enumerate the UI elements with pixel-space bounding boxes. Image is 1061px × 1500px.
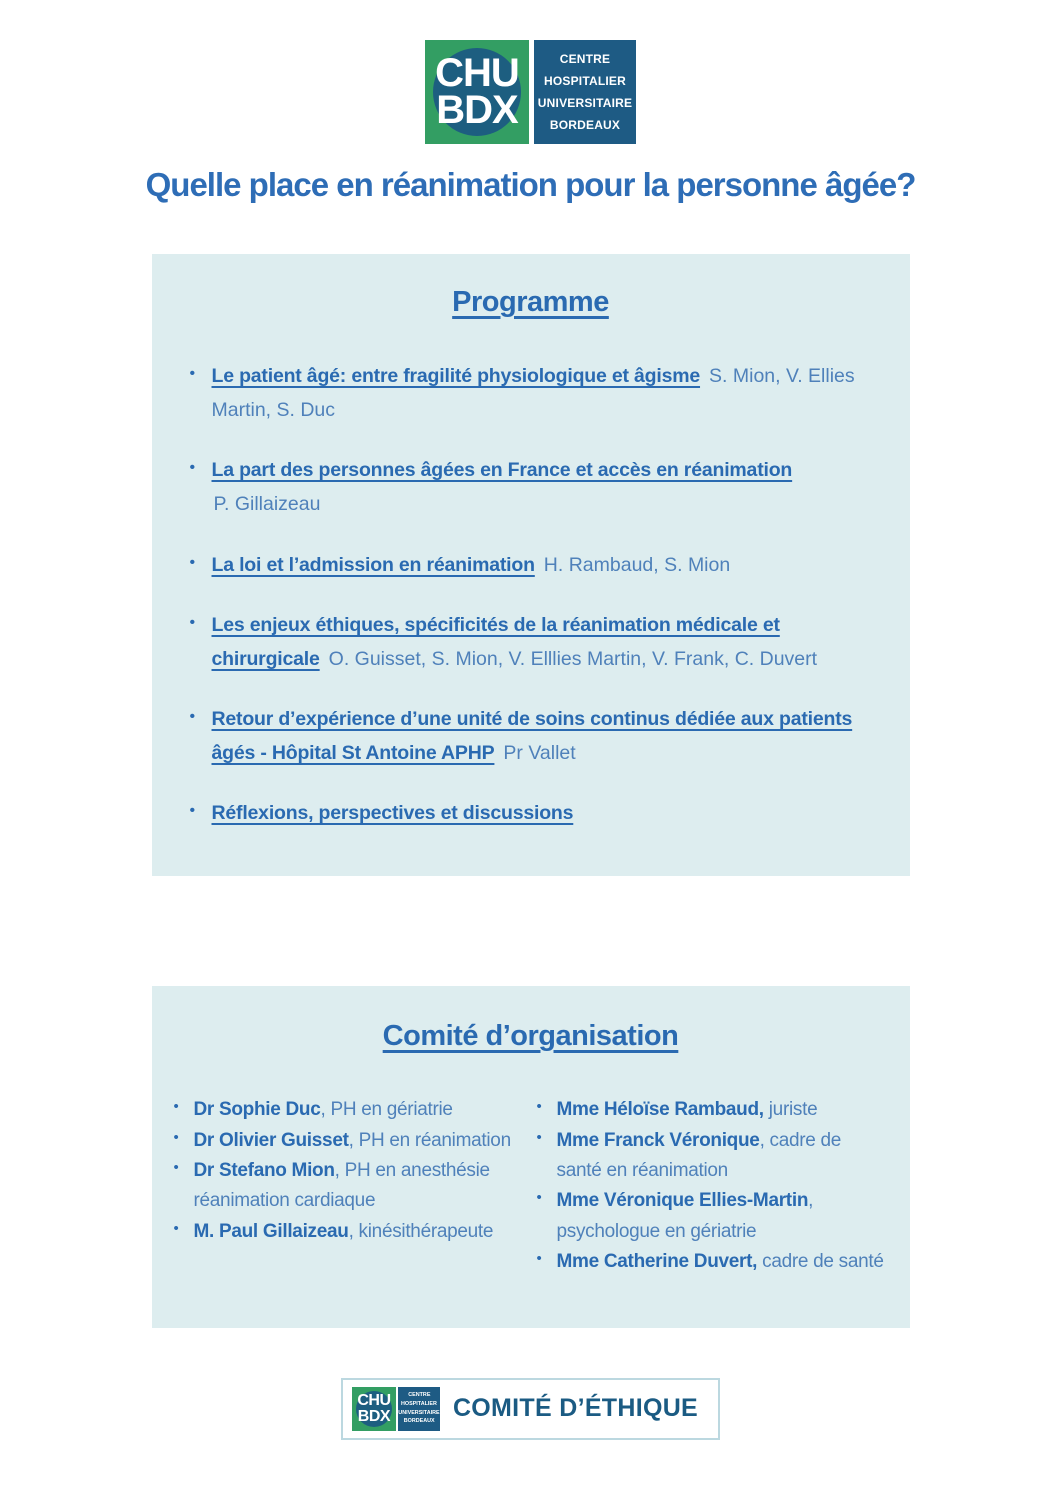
committee-member: [535, 1095, 890, 1125]
item-title: La part des personnes âgées en France et accès en réanimation: [211, 459, 793, 482]
item-speakers: H. Rambaud, S. Mion: [543, 553, 731, 576]
committee-columns: [172, 1095, 890, 1277]
member-role: , PH en anesthésie réanimation cardiaque: [193, 1160, 490, 1212]
committee-member: [172, 1217, 527, 1247]
item-speakers: S. Mion, V. Ellies Martin, S. Duc: [211, 365, 855, 422]
programme-item: [186, 453, 886, 521]
programme-item: [186, 359, 886, 427]
member-role: , PH en gériatrie: [320, 1099, 453, 1121]
chu-logo-left-square: [425, 40, 529, 144]
committee-member: [172, 1156, 527, 1217]
chu-mini-acronym-line: CHU: [357, 1392, 391, 1410]
member-role: , PH en réanimation: [348, 1129, 511, 1151]
item-title: Retour d’expérience d’une unité de soins continus dédiée aux patients âgés - Hôpital St Antoine APHP: [211, 707, 853, 764]
chu-logo: [0, 0, 1061, 144]
chu-mini-text-line: UNIVERSITAIRE: [398, 1409, 440, 1416]
member-role: juriste: [763, 1099, 818, 1121]
ethics-banner-logo: [352, 1387, 440, 1431]
member-role: , cadre de santé en réanimation: [556, 1129, 842, 1182]
chu-logo-acronym: [435, 51, 519, 132]
ethics-banner: [341, 1378, 720, 1440]
item-speakers: P. Gillaizeau: [213, 493, 321, 516]
programme-item: [186, 608, 886, 676]
committee-member: [535, 1186, 890, 1247]
member-name: Mme Catherine Duvert,: [556, 1251, 758, 1273]
programme-list: [176, 359, 886, 830]
item-title: Le patient âgé: entre fragilité physiologique et âgisme: [211, 365, 701, 387]
member-name: M. Paul Gillaizeau: [193, 1220, 349, 1242]
member-name: Dr Stefano Mion: [193, 1160, 335, 1182]
programme-item: [186, 796, 886, 830]
committee-member: [535, 1247, 890, 1277]
member-name: Dr Olivier Guisset: [193, 1129, 349, 1151]
item-title: Les enjeux éthiques, spécificités de la réanimation médicale et chirurgicale: [211, 613, 780, 670]
chu-logo-text-line: UNIVERSITAIRE: [537, 96, 633, 110]
programme-item: [186, 548, 886, 582]
committee-member: [172, 1126, 527, 1156]
member-name: Mme Franck Véronique: [556, 1129, 760, 1151]
chu-mini-logo-right-square: [398, 1387, 440, 1431]
chu-mini-acronym-line: BDX: [357, 1407, 391, 1425]
member-name: Mme Véronique Ellies-Martin: [556, 1190, 809, 1212]
item-title: Réflexions, perspectives et discussions: [211, 802, 574, 825]
programme-section: [152, 254, 910, 876]
chu-logo-right-square: [534, 40, 636, 144]
chu-logo-text-line: CENTRE: [559, 51, 611, 66]
committee-column-right: [535, 1095, 890, 1277]
chu-mini-logo-acronym: [357, 1393, 390, 1423]
chu-logo-acronym-line: BDX: [436, 88, 518, 132]
ethics-banner-label: COMITÉ D’ÉTHIQUE: [452, 1394, 699, 1423]
member-name: Dr Sophie Duc: [193, 1099, 321, 1121]
member-role: , psychologue en gériatrie: [556, 1190, 814, 1242]
chu-logo-text-line: HOSPITALIER: [544, 73, 626, 88]
committee-heading: Comité d’organisation: [382, 1020, 679, 1053]
committee-member: [172, 1095, 527, 1125]
programme-item: [186, 702, 886, 770]
item-speakers: Pr Vallet: [503, 742, 576, 764]
programme-heading: Programme: [452, 286, 609, 318]
chu-mini-text-line: HOSPITALIER: [400, 1401, 437, 1407]
item-title: La loi et l’admission en réanimation: [211, 553, 535, 576]
chu-mini-text-line: BORDEAUX: [403, 1418, 435, 1425]
member-role: cadre de santé: [757, 1251, 884, 1273]
page-title: Quelle place en réanimation pour la personne âgée?: [145, 166, 916, 203]
chu-mini-text-line: CENTRE: [407, 1392, 431, 1398]
item-speakers: O. Guisset, S. Mion, V. Elllies Martin, V. Frank, C. Duvert: [328, 647, 818, 670]
member-name: Mme Héloïse Rambaud,: [556, 1099, 764, 1121]
committee-section: [152, 986, 910, 1327]
committee-column-left: [172, 1095, 527, 1277]
chu-logo-acronym-line: CHU: [435, 51, 519, 96]
member-role: , kinésithérapeute: [348, 1220, 494, 1242]
chu-mini-logo-left-square: [352, 1387, 396, 1431]
committee-member: [535, 1126, 890, 1187]
chu-logo-text-line: BORDEAUX: [549, 118, 621, 133]
